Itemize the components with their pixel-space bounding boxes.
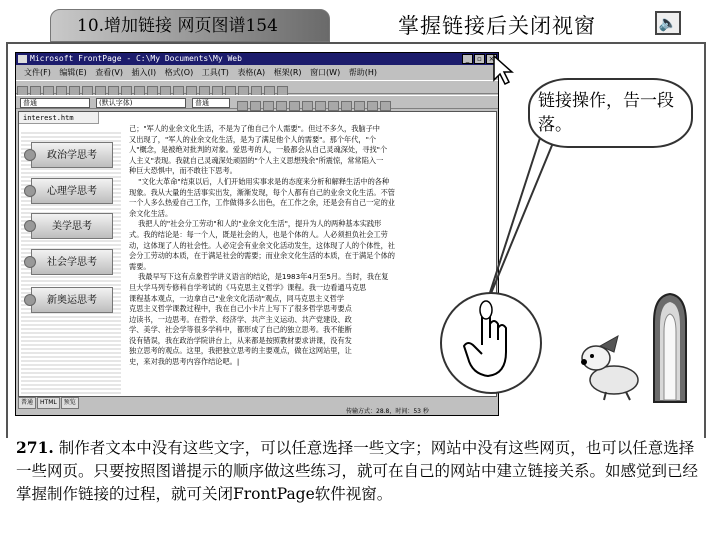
view-tabs xyxy=(18,397,118,407)
document-line: 我把人的"社会分工劳动"和人的"业余文化生活"，提升为人的两种基本实践形 xyxy=(129,219,382,229)
decrease-indent-icon[interactable] xyxy=(341,101,352,111)
dog-mascot-icon xyxy=(578,332,648,402)
menu-help[interactable]: 帮助(H) xyxy=(348,68,378,77)
nav-button-aesthetics[interactable]: 美学思考 xyxy=(31,213,113,239)
tab-preview[interactable]: 预览 xyxy=(61,397,79,409)
section-tab: 10.增加链接 网页图谱154 xyxy=(50,9,330,42)
close-button[interactable]: × xyxy=(486,54,497,64)
document-line: 一个人多么热爱自己工作，工作做得多么出色，在工作之余，还是会有自己一定的业 xyxy=(129,198,395,208)
nav-button-sociology[interactable]: 社会学思考 xyxy=(31,249,113,275)
align-center-icon[interactable] xyxy=(289,101,300,111)
menu-bar xyxy=(16,66,498,79)
style-select[interactable]: 普通 xyxy=(20,98,90,108)
document-line: 旦大学马列专修科自学考试的《马克思主义哲学》课程。我一边看通马克思 xyxy=(129,282,367,292)
menu-edit[interactable]: 编辑(E) xyxy=(59,68,87,77)
menu-table[interactable]: 表格(A) xyxy=(237,68,266,77)
align-right-icon[interactable] xyxy=(302,101,313,111)
increase-indent-icon[interactable] xyxy=(354,101,365,111)
document-line: 己；"军人的业余文化生活，不是为了他自己个人需要"。但过不多久，我脑子中 xyxy=(129,124,380,133)
document-line: 独立思考的观点。这里，我把独立思考的主要观点，做在这网站里，让 xyxy=(129,346,352,356)
menu-file[interactable]: 文件(F) xyxy=(24,68,51,77)
size-select[interactable]: 普通 xyxy=(192,98,230,108)
document-line: 又出现了，"军人的业余文化生活，是为了满足他个人的需要"。那个年代，"个 xyxy=(129,134,377,144)
standard-toolbar xyxy=(16,80,498,94)
underline-icon[interactable] xyxy=(263,101,274,111)
menu-frames[interactable]: 框架(R) xyxy=(273,68,302,77)
menu-window[interactable]: 窗口(W) xyxy=(310,68,341,77)
document-line: 种巨大恐惧中，而不敢往下思考。 xyxy=(129,166,237,176)
document-line: 人"概念，是被绝对批判的对象。爱思考的人，一般都会从自己灵魂深处，寻找"个 xyxy=(129,145,388,155)
page-title: 掌握链接后关闭视窗 xyxy=(398,14,596,38)
status-bar: 传输方式：28.8，时间：53 秒 xyxy=(346,408,429,415)
format-toolbar xyxy=(16,95,498,109)
app-icon xyxy=(18,55,27,63)
window-titlebar: Microsoft FrontPage - C:\My Documents\My Web xyxy=(16,53,498,65)
menu-format[interactable]: 格式(O) xyxy=(164,68,194,77)
document-line: 课程基本观点，一边拿自己"业余文化活动"观点，同马克思主义哲学 xyxy=(129,293,345,303)
bullet-icon xyxy=(24,149,36,161)
nav-button-politics[interactable]: 政治学思考 xyxy=(31,142,113,168)
document-line: 现象。我从大量的生活事实出发，渐渐发现，每个人都有自己的业余文化生活。不管 xyxy=(129,187,395,197)
arched-window-icon xyxy=(648,292,692,404)
menu-tools[interactable]: 工具(T) xyxy=(201,68,229,77)
align-left-icon[interactable] xyxy=(276,101,287,111)
document-line: 式。我的结论是：每一个人，既是社会的人，也是个体的人。人必须担负社会工劳 xyxy=(129,229,388,239)
bullet-icon xyxy=(24,294,36,306)
document-line: 需要。 xyxy=(129,261,151,271)
nav-button-psychology[interactable]: 心理学思考 xyxy=(31,178,113,204)
menu-insert[interactable]: 插入(I) xyxy=(131,68,157,77)
document-line: 动，这体现了人的社会性。人必定会有业余文化活动发生，这体现了人的个体性，社 xyxy=(129,240,395,250)
document-line: 会分工劳动的本质，在于满足社会的需要；而业余文化生活的本质，在于满足个体的 xyxy=(129,251,395,261)
document-tab[interactable]: interest.htm xyxy=(19,112,99,124)
bullet-icon xyxy=(24,185,36,197)
bullet-icon xyxy=(24,256,36,268)
maximize-button[interactable]: ▫ xyxy=(474,54,485,64)
frontpage-window xyxy=(15,52,499,416)
document-line: 人主义"表现。我就自己灵魂深处顽固的"个人主义思想残余"所震惊，常常陷入一 xyxy=(129,155,384,165)
hand-cursor-icon xyxy=(438,290,544,396)
speaker-icon[interactable]: 🔈 xyxy=(655,11,681,35)
caption-number: 271. xyxy=(16,438,54,457)
numbered-list-icon[interactable] xyxy=(315,101,326,111)
font-select[interactable]: (默认字体) xyxy=(96,98,186,108)
document-line: "文化大革命"结束以后，人们开始用实事求是的态度来分析和解释生活中的各种 xyxy=(129,176,390,186)
font-color-icon[interactable] xyxy=(380,101,391,111)
bold-icon[interactable] xyxy=(237,101,248,111)
document-panel xyxy=(18,111,497,397)
caption xyxy=(16,436,706,506)
italic-icon[interactable] xyxy=(250,101,261,111)
bubble-text: 链接操作，告一段落。 xyxy=(538,91,674,135)
document-line: 我最早写下这有点象哲学讲义语言的结论，是1983年4月至5月。当时，我在复 xyxy=(129,272,389,282)
document-line: 史，来对我的思考内容作结论吧。| xyxy=(129,357,240,367)
document-line: 学、美学、社会学等很多学科中，都形成了自己的独立思考。我不能断 xyxy=(129,325,352,335)
highlight-icon[interactable] xyxy=(367,101,378,111)
tab-normal[interactable]: 普通 xyxy=(18,397,36,409)
nav-button-olympics[interactable]: 新奥运思考 xyxy=(31,287,113,313)
caption-text: 制作者文本中没有这些文字，可以任意选择一些文字；网站中没有这些网页，也可以任意选择一些网页。只要按照图谱提示的顺序做这些练习，就可在自己的网站中建立链接关系。如感觉到已经掌握制作链接的过程，就可关闭FrontPage软件视窗。 xyxy=(16,439,699,503)
menu-view[interactable]: 查看(V) xyxy=(95,68,123,77)
bullet-icon xyxy=(24,220,36,232)
document-line: 余文化生活。 xyxy=(129,208,173,218)
tab-html[interactable]: HTML xyxy=(37,397,60,409)
document-line: 克思主义哲学课教过程中，我在自己小卡片上写下了很多哲学思考要点 xyxy=(129,304,352,314)
document-line: 边读书，一边思考。在哲学、经济学、共产主义运动、共产党建设、政 xyxy=(129,314,352,324)
bullet-list-icon[interactable] xyxy=(328,101,339,111)
document-line: 没有错误，我在政治学院讲台上，从来都是按照教材要求讲课，没有发 xyxy=(129,335,352,345)
minimize-button[interactable]: _ xyxy=(462,54,473,64)
